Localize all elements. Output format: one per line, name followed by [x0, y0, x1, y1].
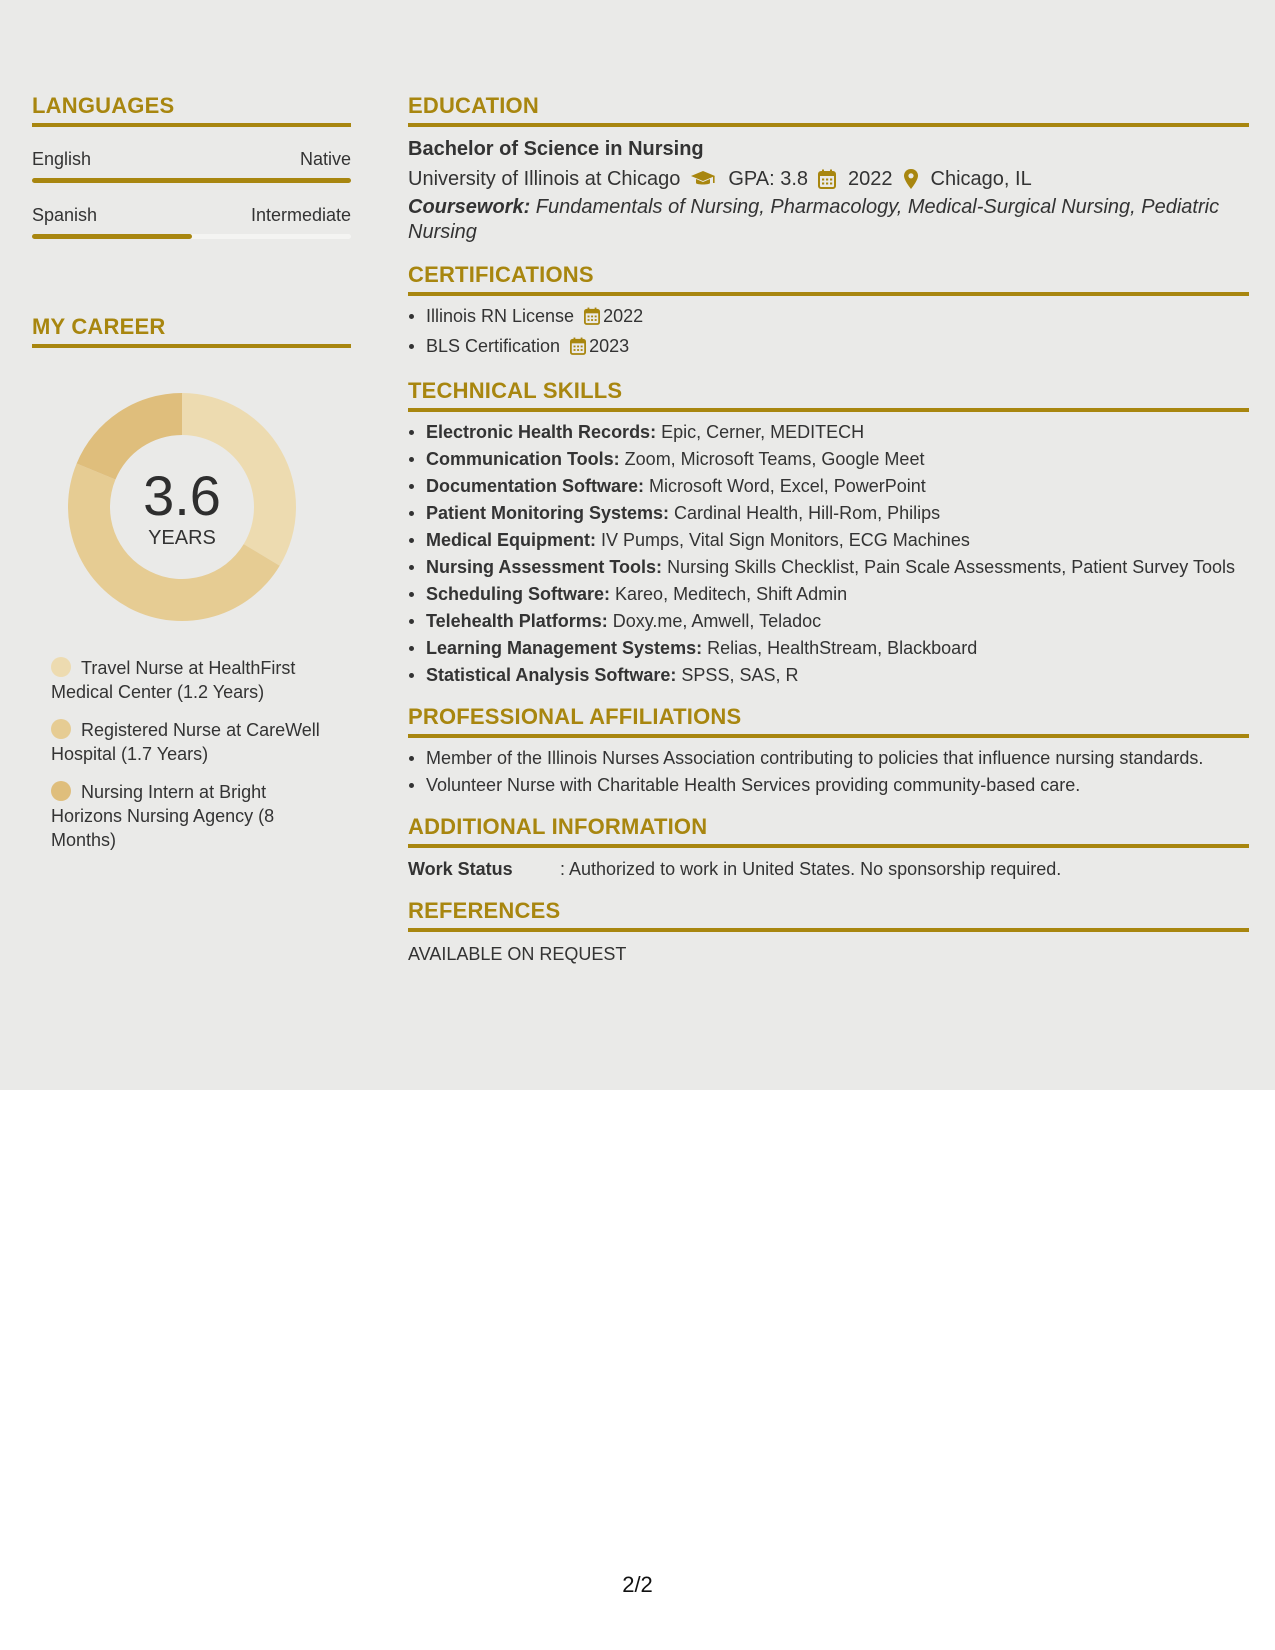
skill-value: Microsoft Word, Excel, PowerPoint	[644, 476, 926, 496]
language-name: English	[32, 149, 92, 169]
career-legend-item	[51, 718, 331, 766]
certifications-section	[408, 261, 1249, 361]
language-bar-fill	[32, 178, 351, 183]
language-bar	[32, 234, 351, 239]
additional-info-title: ADDITIONAL INFORMATION	[408, 813, 1249, 848]
language-level: Intermediate	[250, 205, 351, 225]
affiliations-list	[408, 746, 1249, 797]
coursework	[408, 195, 1249, 245]
career-total-unit: YEARS	[148, 527, 216, 549]
references-text: AVAILABLE ON REQUEST	[408, 944, 627, 964]
graduation-cap-icon	[690, 169, 716, 189]
skill-label: Patient Monitoring Systems:	[426, 503, 670, 523]
language-bar	[32, 178, 351, 183]
list-item	[408, 334, 1249, 361]
career-legend	[51, 656, 331, 852]
list-item	[408, 636, 1249, 660]
career-legend-label: Nursing Intern at Bright Horizons Nursing Agency (8 Months)	[51, 782, 275, 850]
coursework-label: Coursework:	[408, 196, 531, 218]
skill-value: Cardinal Health, Hill-Rom, Philips	[669, 503, 941, 523]
references-title: REFERENCES	[408, 897, 1249, 932]
education-title: EDUCATION	[408, 92, 1249, 127]
school-location: Chicago, IL	[930, 168, 1032, 190]
degree-title: Bachelor of Science in Nursing	[408, 138, 704, 160]
donut-center	[67, 466, 297, 550]
work-status-row	[408, 857, 1249, 881]
language-bar-fill	[32, 234, 192, 239]
list-item	[408, 474, 1249, 498]
list-item: Member of the Illinois Nurses Association contributing to policies that influence nursing standards.	[408, 746, 1249, 770]
skill-value: Epic, Cerner, MEDITECH	[656, 422, 865, 442]
legend-dot-icon	[51, 719, 71, 739]
school-name: University of Illinois at Chicago	[408, 168, 681, 190]
list-item	[408, 609, 1249, 633]
certification-name: BLS Certification	[426, 336, 561, 356]
gpa: GPA: 3.8	[728, 168, 809, 190]
skill-value: Zoom, Microsoft Teams, Google Meet	[619, 449, 925, 469]
career-section	[32, 313, 351, 852]
list-item	[408, 304, 1249, 331]
language-level: Native	[299, 149, 351, 169]
skill-label: Medical Equipment:	[426, 530, 597, 550]
affiliations-title: PROFESSIONAL AFFILIATIONS	[408, 703, 1249, 738]
education-section	[408, 92, 1249, 245]
languages-section	[32, 92, 351, 239]
career-legend-item	[51, 780, 331, 852]
list-item	[408, 555, 1249, 579]
additional-info-section	[408, 813, 1249, 881]
skill-label: Statistical Analysis Software:	[426, 665, 677, 685]
work-status-label: Work Status	[408, 859, 513, 879]
list-item	[408, 501, 1249, 525]
certification-name: Illinois RN License	[426, 306, 575, 326]
career-legend-label: Registered Nurse at CareWell Hospital (1.7 Years)	[51, 720, 320, 764]
career-legend-label: Travel Nurse at HealthFirst Medical Center (1.2 Years)	[51, 658, 296, 702]
list-item: Volunteer Nurse with Charitable Health Services providing community-based care.	[408, 773, 1249, 797]
skill-value: Kareo, Meditech, Shift Admin	[610, 584, 848, 604]
skill-value: SPSS, SAS, R	[676, 665, 799, 685]
skill-label: Nursing Assessment Tools:	[426, 557, 663, 577]
technical-skills-title: TECHNICAL SKILLS	[408, 377, 1249, 412]
page-number: 2/2	[622, 1572, 653, 1597]
certification-year: 2022	[603, 306, 644, 326]
skill-label: Documentation Software:	[426, 476, 645, 496]
coursework-list: Fundamentals of Nursing, Pharmacology, Medical-Surgical Nursing, Pediatric Nursing	[408, 196, 1220, 243]
calendar-icon	[584, 307, 600, 331]
skill-value: Relias, HealthStream, Blackboard	[702, 638, 978, 658]
skill-label: Communication Tools:	[426, 449, 620, 469]
legend-dot-icon	[51, 781, 71, 801]
list-item	[408, 663, 1249, 687]
skill-label: Learning Management Systems:	[426, 638, 703, 658]
career-donut-chart	[67, 392, 297, 622]
career-total-value: 3.6	[143, 464, 221, 527]
list-item	[408, 528, 1249, 552]
skill-label: Electronic Health Records:	[426, 422, 657, 442]
technical-skills-list	[408, 420, 1249, 687]
legend-dot-icon	[51, 657, 71, 677]
technical-skills-section	[408, 377, 1249, 687]
work-status-value: : Authorized to work in United States. No sponsorship required.	[560, 859, 1062, 879]
skill-value: Doxy.me, Amwell, Teladoc	[607, 611, 822, 631]
education-meta	[408, 165, 1249, 193]
skill-value: Nursing Skills Checklist, Pain Scale Assessments, Patient Survey Tools	[662, 557, 1235, 577]
graduation-year: 2022	[848, 168, 893, 190]
sidebar	[32, 92, 351, 866]
career-legend-item	[51, 656, 331, 704]
skill-value: IV Pumps, Vital Sign Monitors, ECG Machines	[596, 530, 970, 550]
affiliations-section	[408, 703, 1249, 797]
language-item	[32, 203, 351, 239]
calendar-icon	[818, 169, 836, 189]
certifications-title: CERTIFICATIONS	[408, 261, 1249, 296]
list-item	[408, 447, 1249, 471]
skill-label: Telehealth Platforms:	[426, 611, 608, 631]
language-name: Spanish	[32, 205, 98, 225]
main-content	[408, 92, 1249, 982]
references-section	[408, 897, 1249, 966]
career-title: MY CAREER	[32, 313, 351, 348]
list-item	[408, 582, 1249, 606]
language-item	[32, 147, 351, 183]
skill-label: Scheduling Software:	[426, 584, 611, 604]
languages-title: LANGUAGES	[32, 92, 351, 127]
certifications-list	[408, 304, 1249, 361]
location-pin-icon	[903, 168, 919, 190]
calendar-icon	[570, 337, 586, 361]
certification-year: 2023	[589, 336, 630, 356]
list-item	[408, 420, 1249, 444]
